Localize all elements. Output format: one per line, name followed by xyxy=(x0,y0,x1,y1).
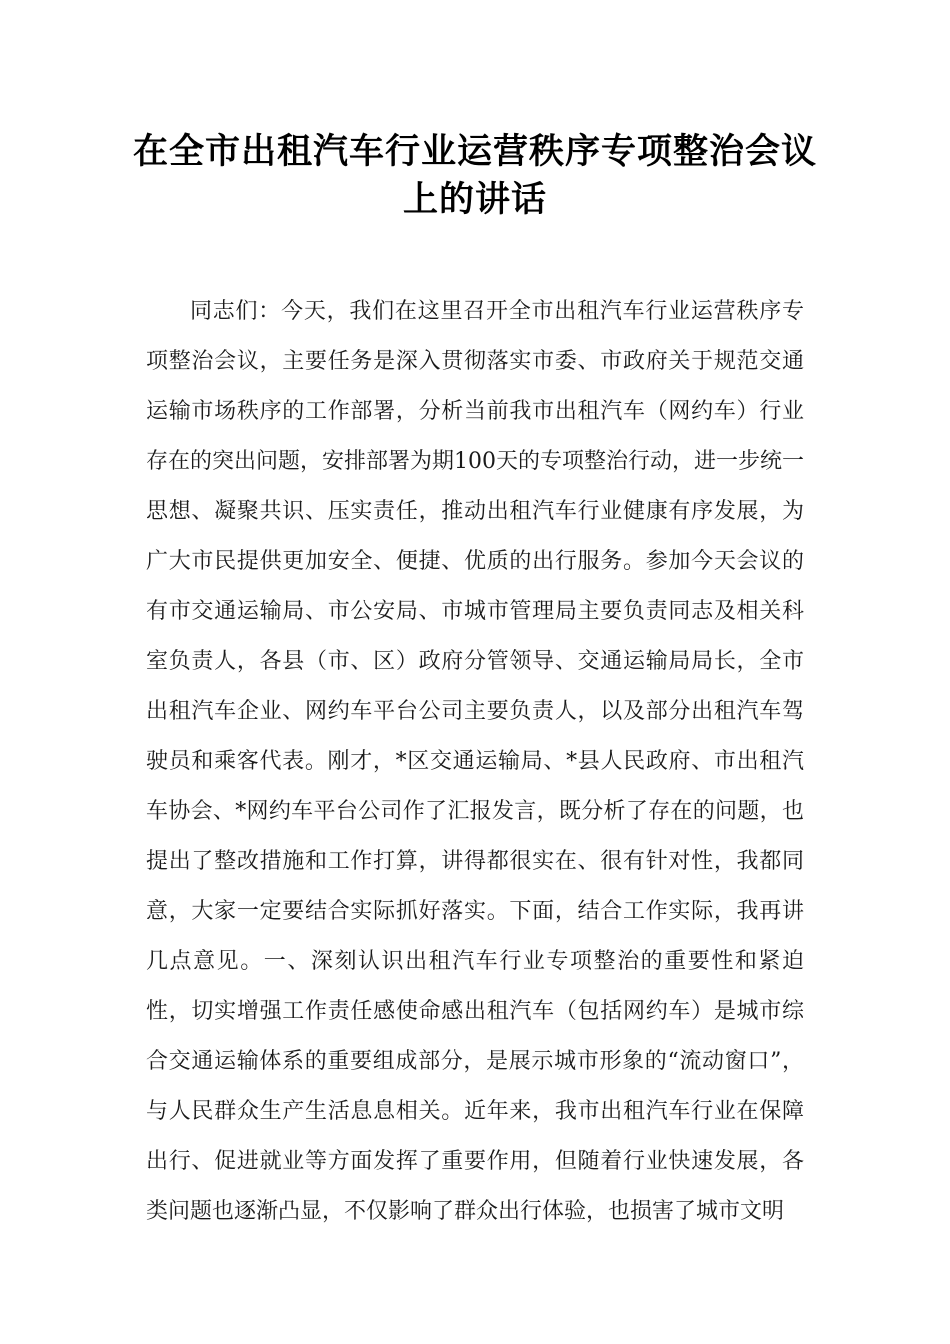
speech-body-paragraph: 同志们：今天，我们在这里召开全市出租汽车行业运营秩序专项整治会议，主要任务是深入贯彻落实市委、市政府关于规范交通运输市场秩序的工作部署，分析当前我市出租汽车（网约车）行业存在的突出问题，安排部署为期100天的专项整治行动，进一步统一思想、凝聚共识、压实责任，推动出租汽车行业健康有序发展，为广大市民提供更加安全、便捷、优质的出行服务。参加今天会议的有市交通运输局、市公安局、市城市管理局主要负责同志及相关科室负责人，各县（市、区）政府分管领导、交通运输局局长，全市出租汽车企业、网约车平台公司主要负责人，以及部分出租汽车驾驶员和乘客代表。刚才，*区交通运输局、*县人民政府、市出租汽车协会、*网约车平台公司作了汇报发言，既分析了存在的问题，也提出了整改措施和工作打算，讲得都很实在、很有针对性，我都同意，大家一定要结合实际抓好落实。下面，结合工作实际，我再讲几点意见。一、深刻认识出租汽车行业专项整治的重要性和紧迫性，切实增强工作责任感使命感出租汽车（包括网约车）是城市综合交通运输体系的重要组成部分，是展示城市形象的“流动窗口”，与人民群众生产生活息息相关。近年来，我市出租汽车行业在保障出行、促进就业等方面发挥了重要作用，但随着行业快速发展，各类问题也逐渐凸显，不仅影响了群众出行体验，也损害了城市文明 xyxy=(146,299,804,1224)
document-title: 在全市出租汽车行业运营秩序专项整治会议上的讲话 xyxy=(132,132,817,220)
